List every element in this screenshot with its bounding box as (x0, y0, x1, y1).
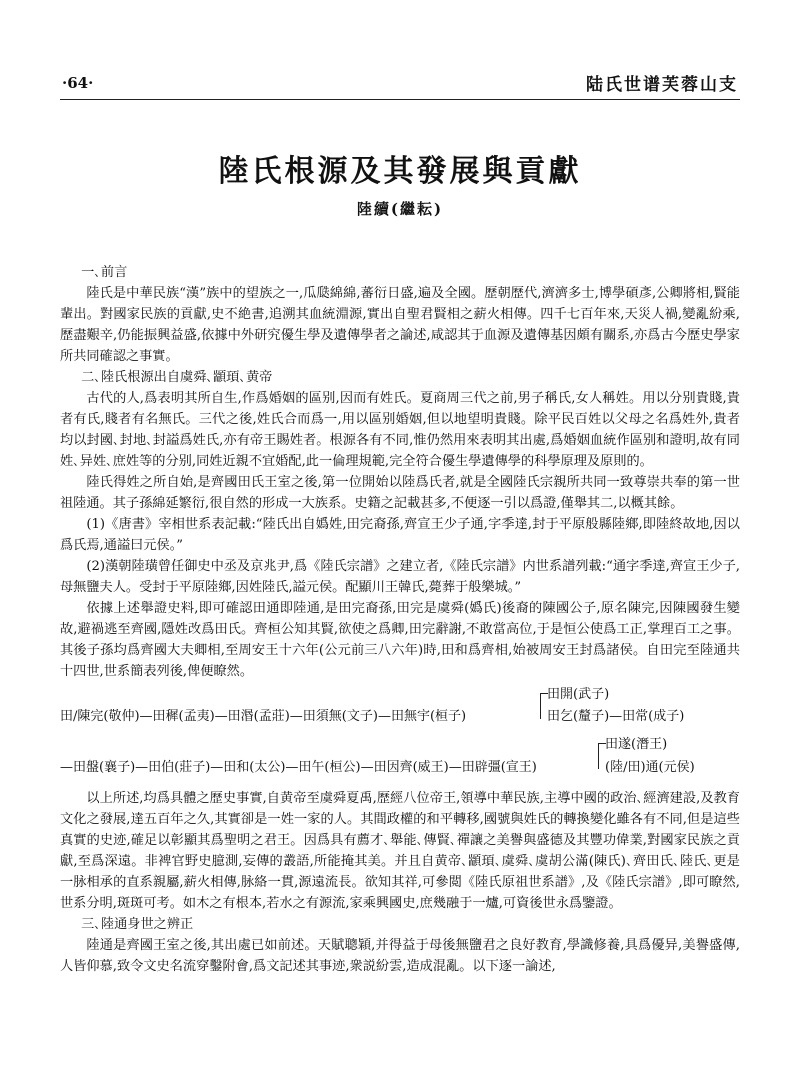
paragraph: 依據上述舉證史料,即可確認田通即陸通,是田完裔孫,田完是虞舜(嬀氏)後裔的陳國公子,原名陳完,因陳國發生變故,避禍逃至齊國,隱姓改爲田氏。齊桓公知其賢,欲使之爲卿,田完辭謝,不敢當高位,于是恒公使爲工正,掌理百工之事。其後子孫均爲齊國大夫卿相,至周安王十六年(公元前三八六年)時,田和爲齊相,始被周安王封爲諸侯。自田完至陸通共十四世,世系簡表列後,俾便瞭然。 (60, 601, 740, 679)
page-number: ·64· (62, 74, 94, 92)
article-title: 陸氏根源及其發展與貢獻 (218, 154, 582, 189)
section-heading: 三､陸通身世之辨正 (81, 917, 194, 932)
section-heading: 二､陸氏根源出自虞舜､顓頊､黄帝 (81, 370, 273, 385)
genealogy-branch-top-2: 田遂(潛王) (605, 737, 668, 752)
paragraph: (2)漢朝陸璜曾任御史中丞及京兆尹,爲《陸氏宗譜》之建立者,《陸氏宗譜》内世系譜列載:“通字季達,齊宣王少子,母無鹽夫人。受封于平原陸鄉,因姓陸氏,謚元侯。配顯川王韓氏,薨葬于般樂城。” (60, 559, 740, 595)
genealogy-bracket-tick (540, 693, 548, 694)
genealogy-line-2: —田盤(襄子)—田伯(莊子)—田和(太公)—田午(桓公)—田因齊(威王)—田辟彊(宣王) (60, 760, 537, 775)
genealogy-bracket-2 (598, 743, 599, 769)
section-heading: 一､前言 (81, 265, 128, 280)
genealogy-table (60, 682, 740, 788)
genealogy-line-2-end: (陸/田)通(元侯) (605, 760, 695, 775)
paragraph: 陸氏是中華民族“漢”族中的望族之一,瓜瓞綿綿,蕃衍日盛,遍及全國。歷朝歷代,濟濟多士,博學碩彥,公卿將相,賢能輩出。對國家民族的貢獻,史不絶書,追溯其血統淵源,實出自聖君賢相之薪火相傳。四千七百年來,天災人禍,變亂紛乘,歷盡艱辛,仍能振興益盛,依據中外研究優生學及遺傳學者之論述,咸認其于血源及遺傳基因頗有關系,亦爲古今歷史學家所共同確認之事實。 (60, 286, 740, 364)
genealogy-line-1-end: 田乞(釐子)—田常(成子) (547, 709, 685, 724)
running-header-title: 陆氏世谱芙蓉山支 (586, 75, 738, 95)
genealogy-bracket (540, 693, 541, 719)
article-author: 陸續(繼耘) (356, 200, 444, 218)
header-rule (60, 99, 740, 100)
article-body (60, 262, 740, 977)
genealogy-branch-top: 田開(武子) (547, 687, 610, 702)
paragraph: 陸氏得姓之所自始,是齊國田氏王室之後,第一位開始以陸爲氏者,就是全國陸氏宗親所共同一致尊崇共奉的第一世祖陸通。其子孫綿延繁衍,很自然的形成一大族系。史籍之記載甚多,不便逐一引以爲證,僅舉其二,以概其餘。 (60, 475, 740, 511)
genealogy-bracket-tick-2 (598, 743, 606, 744)
paragraph: (1)《唐書》宰相世系表記載:“陸氏出自嬀姓,田完裔孫,齊宣王少子通,字季達,封于平原般縣陸鄉,即陸終故地,因以爲氏焉,通謚曰元侯。” (60, 517, 740, 553)
paragraph: 古代的人,爲表明其所自生,作爲婚姻的區别,因而有姓氏。夏商周三代之前,男子稱氏,女人稱姓。用以分别貴賤,貴者有氏,賤者有名無氏。三代之後,姓氏合而爲一,用以區别婚姻,但以地望明貴賤。除平民百姓以父母之名爲姓外,貴者均以封國､封地､封謚爲姓氏,亦有帝王賜姓者。根源各有不同,惟仍然用來表明其出處,爲婚姻血統作區别和證明,故有同姓､异姓､庶姓等的分别,同姓近親不宜婚配,此一倫理規範,完全符合優生學遺傳學的科學原理及原則的。 (60, 391, 740, 469)
paragraph: 以上所述,均爲具體之歷史事實,自黄帝至虞舜夏禹,歷經八位帝王,領導中華民族,主導中國的政治､經濟建設,及教育文化之發展,達五百年之久,其實卻是一姓一家的人。其間政權的和平轉移,國號與姓氏的轉換變化雖各有不同,但是這些真實的史迹,確足以彰顯其爲聖明之君王。因爲具有薦才､舉能､傳賢､禪讓之美譽與盛德及其豐功偉業,對國家民族之貢獻,至爲深遠。非裨官野史臆測,妄傳的叢語,所能掩其美。并且自黄帝､顓頊､虞舜､虞胡公滿(陳氏)､齊田氏､陸氏､更是一脉相承的直系親屬,薪火相傳,脉絡一貫,源遠流長。欲知其祥,可參閲《陸氏原祖世系譜》,及《陸氏宗譜》,即可瞭然,世系分明,斑斑可考。如木之有根本,若水之有源流,家乘興國史,庶幾融于一爐,可資後世永爲鑒證。 (60, 791, 740, 911)
paragraph: 陸通是齊國王室之後,其出處已如前述。天賦聰穎,并得益于母後無鹽君之良好教育,學識修養,具爲優异,美譽盛傳,人皆仰慕,致令文史名流穿鑿附會,爲文記述其事迹,衆説紛雲,造成混亂。以下逐一論述, (60, 938, 740, 974)
genealogy-line-1: 田/陳完(敬仲)—田穉(孟夷)—田湣(孟莊)—田須無(文子)—田無宇(桓子) (60, 709, 467, 724)
